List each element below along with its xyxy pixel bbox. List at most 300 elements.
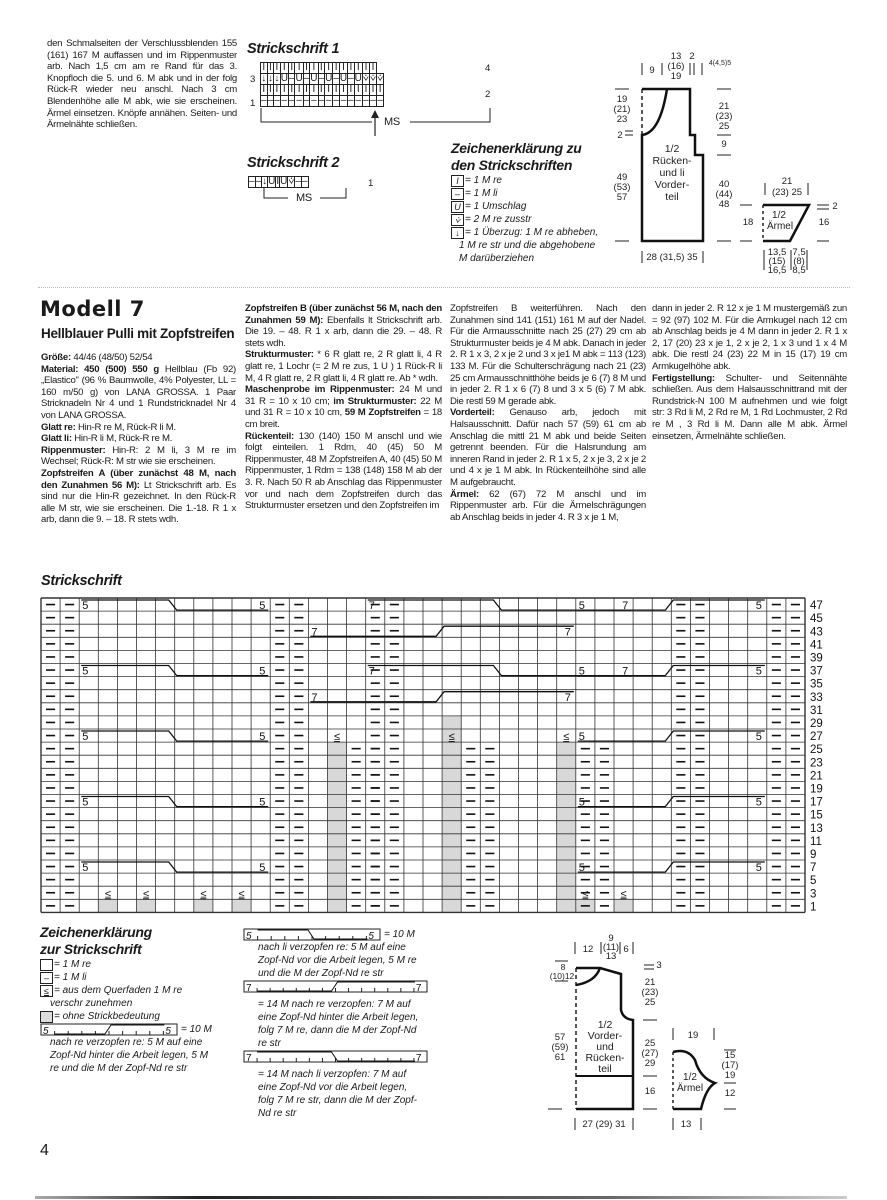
no-stitch-cell	[328, 742, 347, 755]
chart-cell: I	[290, 62, 294, 73]
row-number: 31	[810, 704, 823, 717]
chart-cell: –	[267, 95, 274, 106]
cable-icon-label: 5	[43, 1026, 49, 1036]
chart-cell: I	[370, 85, 377, 96]
piece-label: 1/2	[597, 1019, 613, 1031]
dim: 8	[560, 962, 566, 972]
chart-row	[261, 85, 384, 96]
model-subtitle: Hellblauer Pulli mit Zopfstreifen	[41, 326, 235, 341]
no-stitch-cell	[557, 742, 576, 755]
no-stitch-cell	[328, 873, 347, 886]
cable-icon-label: 7	[246, 983, 252, 993]
dim: 21	[718, 101, 730, 112]
chart2-ms-label: MS	[296, 192, 312, 204]
no-stitch-cell	[442, 899, 461, 912]
chart-cell: –	[288, 73, 295, 84]
chart1-grid	[260, 62, 384, 107]
instruction-paragraph	[41, 433, 172, 444]
chart-cell: –	[355, 95, 362, 106]
dim: 9	[721, 139, 727, 150]
top-paragraph: den Schmalseiten der Verschlussblenden 155 (161) 167 M auffassen und im Rippenmuster arb. Nach 1,5 cm am re Rand für das 3. Knopfloch die 5. und 6. M abk und in der folg Rück-R wieder neu anschl. Nach 3 cm Blendenhöhe alle M abk, wie sie erscheinen. Ärmel einsetzen. Knöpfe annähen. Seiten- und Ärmelnähte schließen.	[47, 38, 237, 131]
dim: 25	[644, 997, 656, 1008]
chart1-title: Strickschrift 1	[247, 41, 340, 57]
cable-label: 5	[259, 665, 266, 678]
instruction-text: 22 M und 31 R = 10 x 10 cm,	[245, 395, 442, 419]
instruction-text: Ebenfalls lt Strickschrift arb. Die 19. – 48. R 1 x arb, dann die 29. – 48. R stets wdh.	[245, 314, 443, 349]
dim: (11)	[602, 942, 620, 953]
no-stitch-cell	[328, 821, 347, 834]
chart-cell: ⩒	[377, 73, 384, 84]
no-stitch-cell	[557, 755, 576, 768]
no-stitch-cell	[442, 755, 461, 768]
chart-cell: –	[363, 95, 369, 106]
no-stitch-cell	[557, 808, 576, 821]
no-stitch-cell	[328, 847, 347, 860]
instruction-paragraph	[652, 303, 847, 372]
legend-item-cable-right-5: 5 5 = 10 M	[40, 1023, 240, 1036]
knit-symbol-icon	[40, 959, 53, 971]
dim: 2	[832, 201, 838, 212]
no-stitch-cell	[442, 742, 461, 755]
instruction-text: Hin-R re M, Rück-R li M.	[75, 421, 176, 433]
dim: 18	[742, 217, 754, 228]
cable-label: 7	[368, 665, 375, 678]
legend1-item: – = 1 M li	[451, 187, 631, 200]
no-stitch-cell	[328, 795, 347, 808]
main-chart	[40, 596, 840, 918]
instruction-text: Lt Strickschrift arb. Es sind nur die Hin-R gezeichnet. In den Rück-R alle M str, wie sie erscheinen. Die 1.-18. R 1 x arb, dann die 9. – 18. R stets wdh.	[41, 479, 237, 526]
chart-cell: I	[280, 85, 288, 96]
dim: (23)	[715, 111, 733, 122]
instruction-text: Hin-R li M, Rück-R re M.	[71, 433, 173, 445]
no-stitch-cell	[442, 781, 461, 794]
model-title: Modell 7	[40, 297, 145, 321]
chart-cell: ⩒	[370, 73, 377, 84]
row-number: 39	[810, 652, 823, 665]
cable-label: 5	[578, 796, 585, 809]
legend3	[243, 928, 443, 1120]
no-stitch-symbol-icon	[40, 1011, 53, 1023]
piece-label: 1/2	[664, 143, 680, 155]
chart-row	[249, 177, 309, 188]
instruction-label: Maschenprobe im Rippenmuster:	[245, 384, 395, 396]
cable-label: 5	[82, 862, 89, 875]
chart-cell: I	[262, 84, 266, 95]
instruction-label: Strukturmuster:	[245, 349, 314, 361]
instructions-column-2	[245, 303, 442, 512]
dim: 16,5	[767, 265, 787, 275]
row-number: 33	[810, 691, 823, 704]
instruction-paragraph	[450, 303, 646, 407]
chart-cell: U	[268, 176, 276, 187]
legend1-cont: 1 M re str und die abgehobene	[459, 240, 596, 251]
chart-cell: I	[262, 62, 266, 73]
row-number: 23	[810, 757, 823, 770]
legend-text: = 14 M nach li verzopfen: 7 M auf	[258, 1069, 407, 1080]
chart-cell: –	[377, 95, 383, 106]
legend1-cont: M darüberziehen	[459, 253, 535, 264]
increase-mark: ≤	[200, 888, 207, 901]
legend1-title: den Strickschriften	[451, 157, 573, 173]
instruction-label: Ärmel:	[450, 488, 479, 500]
row-number: 17	[810, 796, 823, 809]
instruction-label: Größe:	[41, 352, 71, 363]
dim: 12	[724, 1088, 736, 1099]
no-stitch-cell	[442, 716, 461, 729]
instructions-column-4	[652, 303, 847, 442]
dim: 2	[689, 51, 695, 62]
cable-icon-label: 7	[246, 1053, 252, 1063]
schematic-front-back	[540, 928, 790, 1133]
chart-cell: U	[354, 73, 362, 84]
cable-label: 5	[82, 731, 89, 744]
dim: 8,5	[792, 265, 806, 275]
cable-label: 5	[82, 665, 89, 678]
instruction-text: Zopfstreifen B weiterführen. Nach den Zunahmen sind 141 (151) 161 M auf der Nadel. Für die Armausschnitte nach 25 (27) 29 cm ab Strukturmuster beids je 4 M abk. Danach in jeder 2. R 1 x 3, 2 x je 2 und 3 x je1 M abk = 113 (123) 133 M. Für die Schulterschrägung nach 21 (23) 25 cm Armausschnitthöhe beids je 6 (7) 8 M und in jeder 2. R 1 x 6 (7) 8 und 3 x 5 (6) 7 M abk. Die restl 59 M gerade abk.	[450, 303, 646, 407]
cable-label: 5	[755, 731, 762, 744]
chart-cell: I	[268, 84, 272, 95]
no-stitch-cell	[328, 860, 347, 873]
chart-cell: U	[280, 176, 288, 187]
increase-mark: ≤	[143, 888, 150, 901]
chart-cell: –	[295, 176, 302, 187]
no-stitch-cell	[442, 860, 461, 873]
no-stitch-cell	[328, 808, 347, 821]
legend-text: folg 7 M re, dann die M der Zopf-Nd	[258, 1025, 417, 1036]
chart-cell: –	[318, 95, 325, 106]
instruction-text: Hin-R: 2 M li, 3 M re im Wechsel; Rück-R: M str wie sie erscheinen.	[41, 444, 236, 468]
chart1-ms-bracket	[260, 108, 492, 138]
stitch-symbol-icon: –	[451, 188, 464, 200]
instruction-label: Zopfstreifen A (über zunächst 48 M, nach den Zunahmen 56 M):	[41, 467, 236, 491]
no-stitch-cell	[442, 834, 461, 847]
chart-cell: I	[349, 84, 353, 95]
row-number: 41	[810, 639, 823, 652]
no-stitch-cell	[557, 860, 576, 873]
piece-label: und	[596, 1041, 614, 1053]
row-number: 19	[810, 783, 823, 796]
chart-cell: –	[249, 176, 255, 187]
cable-icon-label: 7	[415, 1053, 422, 1063]
dim: 57	[616, 192, 628, 203]
dim: 27 (29) 31	[582, 1119, 626, 1130]
chart-row	[261, 63, 384, 74]
increase-mark: ≤	[238, 888, 245, 901]
instruction-paragraph	[41, 445, 236, 468]
chart-cell: U	[325, 73, 333, 84]
cable-right-5-icon	[40, 1023, 178, 1036]
dim: 13	[670, 51, 682, 62]
dim: 3	[656, 960, 662, 971]
arrow-up-icon	[371, 110, 379, 118]
legend-text: eine Zopf-Nd vor die Arbeit legen,	[258, 1082, 408, 1093]
no-stitch-cell	[442, 821, 461, 834]
increase-mark: ≤	[334, 731, 341, 744]
increase-mark: ≤	[104, 888, 111, 901]
chart1-row-label: 3	[250, 74, 256, 85]
dim: 61	[554, 1052, 566, 1063]
piece-label: Ärmel	[766, 221, 794, 232]
cable-label: 5	[82, 600, 89, 613]
legend-text: und die M der Zopf-Nd re str	[258, 968, 384, 979]
instruction-label: 59 M Zopfstreifen	[344, 407, 421, 419]
chart-cell: I	[295, 63, 303, 74]
no-stitch-cell	[557, 821, 576, 834]
increase-mark: ≤	[620, 888, 627, 901]
row-number: 43	[810, 626, 823, 639]
chart-cell: I	[362, 63, 369, 74]
cable-label: 7	[368, 600, 375, 613]
no-stitch-cell	[557, 847, 576, 860]
piece-label: Rücken-	[585, 1052, 625, 1064]
cable-label: 5	[578, 731, 585, 744]
dim: 23	[616, 114, 628, 125]
row-number: 15	[810, 809, 823, 822]
legend2-title: Zeichenerklärung	[40, 924, 152, 940]
row-number: 35	[810, 678, 823, 691]
dim: (16)	[667, 61, 685, 72]
chart-cell: I	[325, 63, 333, 74]
dim: (44)	[715, 189, 733, 200]
dim: 25	[644, 1038, 656, 1049]
chart-cell: ↓	[267, 73, 273, 84]
chart-cell: I	[305, 62, 308, 73]
chart1-row-label: 2	[485, 89, 491, 100]
row-number: 7	[810, 862, 817, 875]
no-stitch-cell	[328, 834, 347, 847]
no-stitch-cell	[194, 899, 213, 912]
piece-label: teil	[598, 1063, 612, 1075]
cable-label: 7	[564, 691, 571, 704]
dim: 13,5	[767, 247, 787, 258]
dim: 19	[687, 1030, 699, 1041]
chart-cell: –	[325, 95, 332, 106]
dim: 57	[554, 1032, 566, 1043]
instruction-label: im Strukturmuster:	[333, 395, 417, 407]
row-number: 47	[810, 600, 823, 613]
no-stitch-cell	[442, 768, 461, 781]
chart-cell: I	[362, 85, 369, 96]
chart2-title: Strickschrift 2	[247, 155, 340, 171]
stitch-symbol-icon: ↓	[451, 227, 464, 239]
piece-label: 1/2	[772, 210, 786, 221]
chart-cell: –	[311, 95, 317, 106]
dim: (23)	[641, 987, 659, 998]
cable-icon-path	[258, 930, 368, 939]
dim: 40	[718, 179, 730, 190]
instruction-paragraph	[652, 373, 847, 442]
chart-cell: –	[288, 95, 295, 106]
chart-cell: I	[268, 62, 272, 73]
legend-item-cable-left-5: 5 5 = 10 M	[243, 928, 443, 941]
instruction-text: Schulter- und Seitennähte schließen. Aus dem Halsausschnittrand mit der Rundstrick-N 100 M aufnehmen und wie folgt str: 3 Rd li M, 2 Rd re M, 1 Rd Lochmuster, 2 Rd re M , 3 Rd li M. Dann alle M abk. Ärmel einsetzen, Ärmelnähte schließen.	[652, 372, 847, 442]
chart-cell: –	[303, 73, 310, 84]
dim: 9	[649, 65, 655, 76]
no-stitch-cell	[442, 873, 461, 886]
dim: 21	[644, 977, 656, 988]
chart-cell: I	[349, 62, 353, 73]
cable-label: 7	[622, 665, 629, 678]
instruction-paragraph	[245, 431, 442, 512]
chart-cell: –	[261, 95, 267, 106]
instruction-text: * 6 R glatt re, 2 R glatt li, 4 R glatt re, 1 Lochr (= 2 M re zus, 1 U ) 1 Rück-R li M, 4 R glatt re, 2 R glatt li, 4 R glatt re. Ab * wdh.	[245, 349, 442, 384]
legend1-item: ⩒ = 2 M re zusstr	[451, 213, 631, 226]
legend-text: Zopf-Nd hinter die Arbeit legen, 5 M	[50, 1050, 209, 1061]
schematic-back-front	[595, 45, 855, 275]
no-stitch-cell	[557, 873, 576, 886]
instruction-text: Hellblau (Fb 92) „Elastico" (96 % Baumwolle, 4% Polyester, LL = 160 m/50 g) von LANA GROSSA. 1 Paar Stricknadeln Nr 4 und 1 Rundstricknadel Nr 4 von LANA GROSSA.	[41, 363, 237, 421]
no-stitch-cell	[442, 808, 461, 821]
dim: 21	[781, 176, 793, 187]
dim: 16	[818, 217, 830, 228]
dim: 19	[616, 94, 628, 105]
cable-icon-label: 5	[165, 1026, 171, 1036]
main-chart-title: Strickschrift	[41, 573, 122, 589]
chart-row	[261, 96, 384, 107]
dim: 49	[616, 172, 628, 183]
legend-item-knit: = 1 M re	[40, 958, 240, 971]
cable-label: 5	[82, 796, 89, 809]
chart-cell: I	[370, 63, 377, 74]
instruction-text: = 18 cm breit.	[245, 407, 442, 430]
chart-cell: I	[275, 62, 279, 73]
instruction-text: 24 M und 31 R = 10 x 10 cm;	[245, 384, 442, 407]
dim: 28 (31,5) 35	[646, 252, 698, 263]
cable-label: 7	[622, 600, 629, 613]
instruction-label: Rippenmuster:	[41, 444, 106, 456]
no-stitch-cell	[328, 768, 347, 781]
chart-cell: –	[296, 95, 302, 106]
bottom-rule	[35, 1196, 847, 1199]
dim: 15	[724, 1050, 736, 1061]
chart-cell: I	[334, 84, 338, 95]
no-stitch-cell	[442, 847, 461, 860]
chart-cell: U	[280, 73, 288, 84]
chart-cell: –	[348, 95, 354, 106]
no-stitch-cell	[557, 768, 576, 781]
legend-text: Nd re str	[258, 1108, 297, 1119]
legend-text: Zopf-Nd vor die Arbeit legen, 5 M re	[258, 955, 417, 966]
no-stitch-cell	[557, 834, 576, 847]
no-stitch-cell	[557, 795, 576, 808]
legend-item-increase-cont: verschr zunehmen	[50, 998, 133, 1009]
chart-cell: I	[305, 84, 308, 95]
row-number: 1	[810, 901, 817, 914]
chart-cell: I	[290, 84, 294, 95]
chart-cell: –	[340, 95, 347, 106]
chart-cell: U	[339, 73, 348, 84]
no-stitch-cell	[557, 886, 576, 899]
increase-mark: ≤	[563, 731, 570, 744]
cable-left-7-icon	[243, 1050, 428, 1063]
piece-label: Vorder-	[654, 179, 690, 191]
increase-mark: ≤	[448, 731, 455, 744]
page-number: 4	[40, 1142, 49, 1159]
instruction-paragraph	[450, 489, 646, 523]
chart-cell: I	[339, 85, 347, 96]
chart-cell: ↓	[262, 176, 268, 187]
purl-symbol-icon: –	[40, 972, 53, 984]
cable-label: 5	[578, 665, 585, 678]
stitch-symbol-icon: ⩒	[451, 214, 464, 226]
legend-item-purl: – = 1 M li	[40, 971, 240, 984]
dim: (23) 25	[771, 187, 803, 198]
instruction-text: dann in jeder 2. R 12 x je 1 M mustergemäß zun = 92 (97) 102 M. Für die Armkugel nach 12 cm ab Anschlag beids je 4 M dann in jeder 2. R 1 x 2, 17 (20) 23 x je 1, 2 x je 2, 1 x 3 und 1 x 4 M abk. Die restl 24 (23) 22 M in 15 (17) 19 cm Armkugelhöhe abk.	[652, 303, 847, 372]
no-stitch-cell	[442, 886, 461, 899]
chart-cell: I	[319, 84, 323, 95]
chart-cell: –	[318, 73, 325, 84]
no-stitch-cell	[328, 755, 347, 768]
legend-item-no-stitch: = ohne Strickbedeutung	[40, 1010, 240, 1023]
dim: 25	[718, 121, 730, 132]
increase-symbol-icon: ≤	[40, 985, 53, 997]
chart-cell: I	[354, 63, 362, 74]
legend-text: folg 7 M re str, dann die M der Zopf-	[258, 1095, 417, 1106]
chart-cell: I	[339, 63, 347, 74]
legend1-item: ↓ = 1 Überzug: 1 M re abheben,	[451, 226, 631, 239]
no-stitch-cell	[442, 795, 461, 808]
instruction-label: Vorderteil:	[450, 407, 495, 419]
instruction-paragraph	[450, 407, 646, 488]
dim: 19	[670, 71, 682, 82]
instruction-text: 130 (140) 150 M anschl und wie folgt einteilen. 1 Rdm, 40 (45) 50 M Rippenmuster, 48 M Zopfstreifen A, 40 (45) 50 M Rippenmuster, 1 Rdm = 138 (148) 158 M ab der 3. R. Nach 50 R ab Anschlag das Rippenmuster vor und nach dem Zopfstreifen durch das Strukturmuster ersetzen und den Zopfstreifen im	[245, 430, 442, 512]
instruction-label: Glatt li:	[41, 433, 72, 445]
legend-text: = 14 M nach re verzopfen: 7 M auf	[258, 999, 411, 1010]
legend-text: nach li verzopfen re: 5 M auf eine	[258, 942, 406, 953]
instructions-column-3	[450, 303, 646, 523]
legend-text: nach re verzopfen re: 5 M auf eine	[50, 1037, 203, 1048]
instruction-paragraph	[245, 303, 442, 349]
chart-cell: –	[333, 73, 339, 84]
dim: 2	[617, 130, 623, 141]
dim: (10)12	[549, 971, 575, 981]
row-number: 13	[810, 822, 823, 835]
instruction-label: Zopfstreifen B (über zunächst 56 M, nach den Zunahmen 59 M):	[245, 303, 442, 326]
cable-icon-label: 5	[246, 931, 252, 941]
row-number: 29	[810, 718, 823, 730]
dim: 12	[582, 944, 594, 955]
cable-right-7-icon	[243, 980, 428, 993]
stitch-symbol-icon: I	[451, 175, 464, 187]
stitch-symbol-icon: U	[451, 201, 464, 213]
dim: (8)	[793, 256, 805, 267]
instruction-label: Material: 450 (500) 550 g	[41, 363, 159, 375]
chart-cell: ↓	[274, 73, 280, 84]
row-number: 27	[810, 731, 823, 744]
chart2-row-label: 1	[368, 178, 374, 189]
cable-label: 5	[259, 796, 266, 809]
chart-cell: ⩒	[288, 176, 295, 187]
legend2-title: zur Strickschrift	[40, 941, 142, 957]
dim: 48	[718, 199, 730, 210]
chart-cell: –	[303, 95, 310, 106]
chart-cell: I	[334, 62, 338, 73]
cable-label: 7	[311, 691, 318, 704]
no-stitch-cell	[557, 899, 576, 912]
instruction-label: Rückenteil:	[245, 430, 294, 442]
no-stitch-cell	[232, 899, 251, 912]
no-stitch-cell	[137, 899, 156, 912]
chart-cell: I	[377, 85, 384, 96]
row-number: 37	[810, 665, 823, 678]
dim: (59)	[551, 1042, 569, 1053]
chart1-row-label: 4	[485, 63, 491, 74]
chart-cell: ↓	[261, 73, 267, 84]
chart-cell: –	[348, 73, 354, 84]
piece-label: 1/2	[683, 1072, 697, 1083]
cable-label: 5	[259, 600, 266, 613]
chart-cell: –	[333, 95, 339, 106]
